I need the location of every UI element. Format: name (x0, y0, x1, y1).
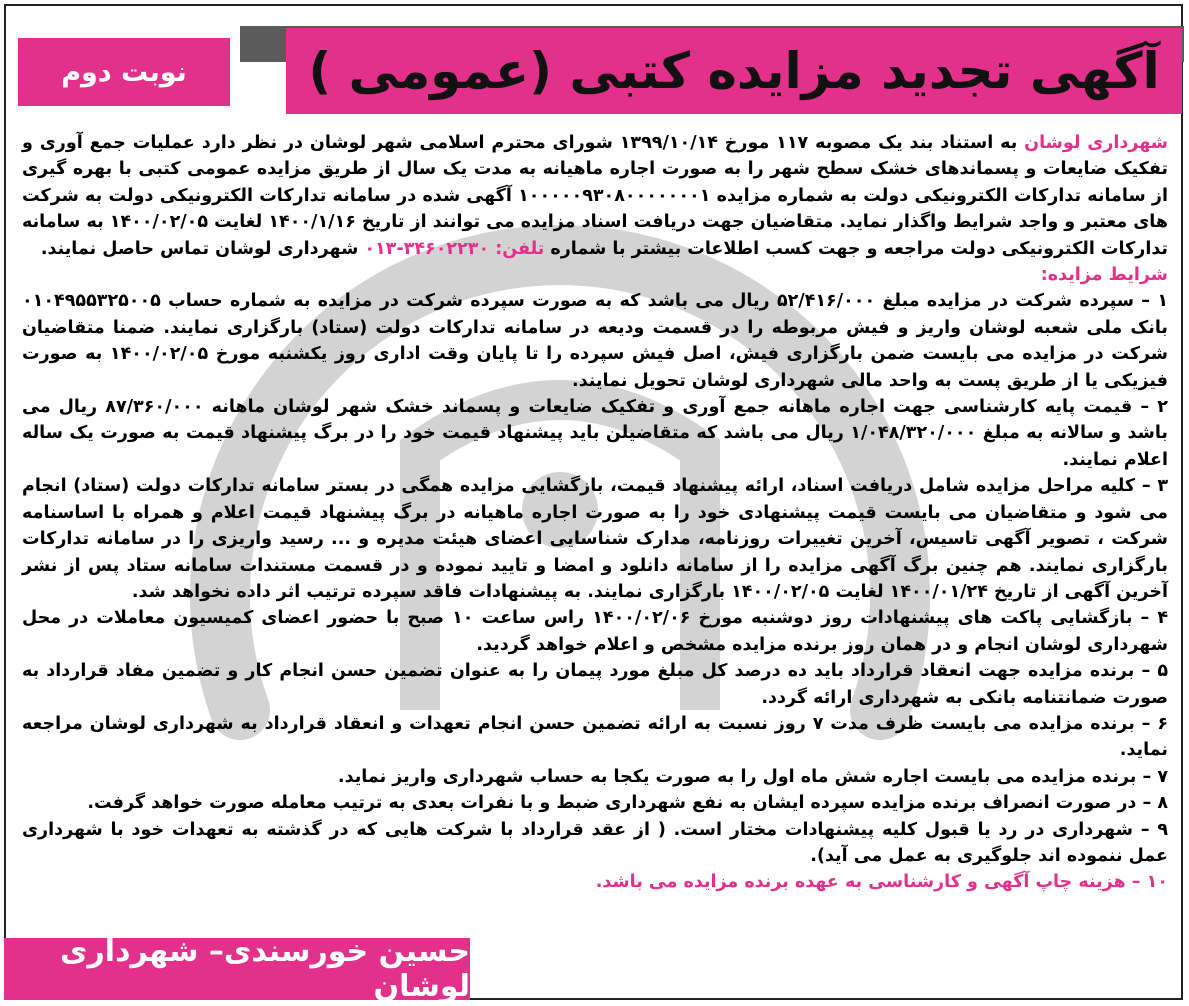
condition-item-1: ۱ – سپرده شرکت در مزایده مبلغ ۵۲/۴۱۶/۰۰۰ ریال می باشد که به صورت سپرده شرکت در مزایده به شماره حساب ۰۱۰۴۹۵۵۳۲۵۰۰۵ بانک ملی شعبه لوشان واریز و فیش مربوطه را در قسمت ودیعه در سامانه تدارکات دولت (ستاد) بارگزاری نمایند. ضمنا متقاضیان شرکت در مزایده می بایست ضمن بارگزاری فیش، اصل فیش سپرده را تا پایان وقت اداری روز یکشنبه مورخ ۱۴۰۰/۰۲/۰۵ به صورت فیزیکی یا از طریق پست به واحد مالی شهرداری لوشان تحویل نمایند. (22, 291, 1168, 391)
intro-paragraph (22, 130, 1168, 262)
condition-item-9: ۹ – شهرداری در رد یا قبول کلیه پیشنهادات مختار است. ( از عقد قرارداد با شرکت هایی که در گذشته به تعهدات خود با شهرداری عمل ننموده اند جلوگیری به عمل می آید). (22, 819, 1168, 866)
notice-title: آگهی تجدید مزایده کتبی (عمومی ) (308, 42, 1160, 100)
intro-text-2: شهرداری لوشان تماس حاصل نمایند. (40, 238, 365, 259)
phone-number: تلفن: ۳۴۶۰۲۲۳۰-۰۱۳ (364, 238, 545, 259)
condition-item-5: ۵ – برنده مزایده جهت انعقاد قرارداد باید ده درصد کل مبلغ مورد پیمان را به عنوان تضمین حسن انجام کار و تضمین مفاد قرارداد به صورت ضمانتنامه بانکی به شهرداری ارائه گردد. (22, 661, 1168, 708)
condition-item-3: ۳ – کلیه مراحل مزایده شامل دریافت اسناد، ارائه پیشنهاد قیمت، بازگشایی مزایده همگی در بستر سامانه تدارکات دولت (ستاد) انجام می شود و متقاضیان می بایست قیمت پیشنهادی خود را به صورت اجاره ماهیانه در برگ پیشنهاد قیمت اعلام و همراه با اساسنامه شرکت ، تصویر آگهی تاسیس، آخرین تغییرات روزنامه، مدارک شناسایی اعضای هیئت مدیره و ... رسید واریزی را در سامانه تدارکات بارگزاری نمایند. هم چنین برگ آگهی مزایده را از سامانه دانلود و امضا و تایید نموده و در قسمت مستندات سامانه ستاد پس از نشر آخرین آگهی از تاریخ ۱۴۰۰/۰۱/۲۴ لغایت ۱۴۰۰/۰۲/۰۵ بارگزاری نمایند. به پیشنهادات فاقد سپرده ترتیب اثر داده نخواهد شد. (22, 476, 1168, 602)
condition-item-2: ۲ – قیمت پایه کارشناسی جهت اجاره ماهانه جمع آوری و تفکیک ضایعات و پسماند خشک شهر لوشان ماهانه ۸۷/۳۶۰/۰۰۰ ریال می باشد و سالانه به مبلغ ۱/۰۴۸/۳۲۰/۰۰۰ ریال می باشد که متقاضیلن باید پیشنهاد قیمت خود را در برگ پیشنهاد قیمت به صورت یک ساله اعلام نمایند. (22, 397, 1169, 470)
condition-item-8: ۸ – در صورت انصراف برنده مزایده سپرده ایشان به نفع شهرداری ضبط و با نفرات بعدی به ترتیب معامله صورت خواهد گرفت. (87, 793, 1168, 814)
round-badge: نوبت دوم (18, 38, 230, 106)
condition-item-6: ۶ – برنده مزایده می بایست ظرف مدت ۷ روز نسبت به ارائه تضمین حسن انجام تعهدات و انعقاد قرارداد به شهرداری لوشان مراجعه نماید. (22, 713, 1168, 761)
condition-item-10: ۱۰ – هزینه چاپ آگهی و کارشناسی به عهده برنده مزایده می باشد. (595, 872, 1168, 893)
signature-footer: حسین خورسندی– شهرداری لوشان (4, 938, 470, 1000)
condition-item-4: ۴ – بازگشایی پاکت های پیشنهادات روز دوشنبه مورخ ۱۴۰۰/۰۲/۰۶ راس ساعت ۱۰ صبح با حضور اعضای کمیسیون معاملات در محل شهرداری لوشان انجام و در همان روز برنده مزایده مشخص و اعلام خواهد گردید. (22, 608, 1168, 655)
notice-body (22, 130, 1168, 896)
conditions-heading: شرایط مزایده: (1040, 265, 1168, 286)
intro-text-1: به استناد بند یک مصوبه ۱۱۷ مورخ ۱۳۹۹/۱۰/۱۴ شورای محترم اسلامی شهر لوشان در نظر دارد عملیات جمع آوری و تفکیک ضایعات و پسماندهای خشک سطح شهر را به صورت اجاره ماهیانه به مدت یک سال از طریق مزایده عمومی کتبی با بهره گیری از سامانه تدارکات الکترونیکی دولت به شماره مزایده ۱۰۰۰۰۰۹۳۰۸۰۰۰۰۰۰۰۱ آگهی شده در سامانه تدارکات الکترونیکی دولت به شرکت های معتبر و واجد شرایط واگذار نماید. متقاضیان جهت دریافت اسناد مزایده می توانند از تاریخ ۱۴۰۰/۱/۱۶ لغایت ۱۴۰۰/۰۲/۰۵ به سامانه تدارکات الکترونیکی دولت مراجعه و جهت کسب اطلاعات بیشتر با شماره (22, 133, 1169, 259)
condition-item-7: ۷ – برنده مزایده می بایست اجاره شش ماه اول را به صورت یکجا به حساب شهرداری واریز نماید. (337, 766, 1168, 787)
org-name: شهرداری لوشان (1024, 133, 1168, 153)
